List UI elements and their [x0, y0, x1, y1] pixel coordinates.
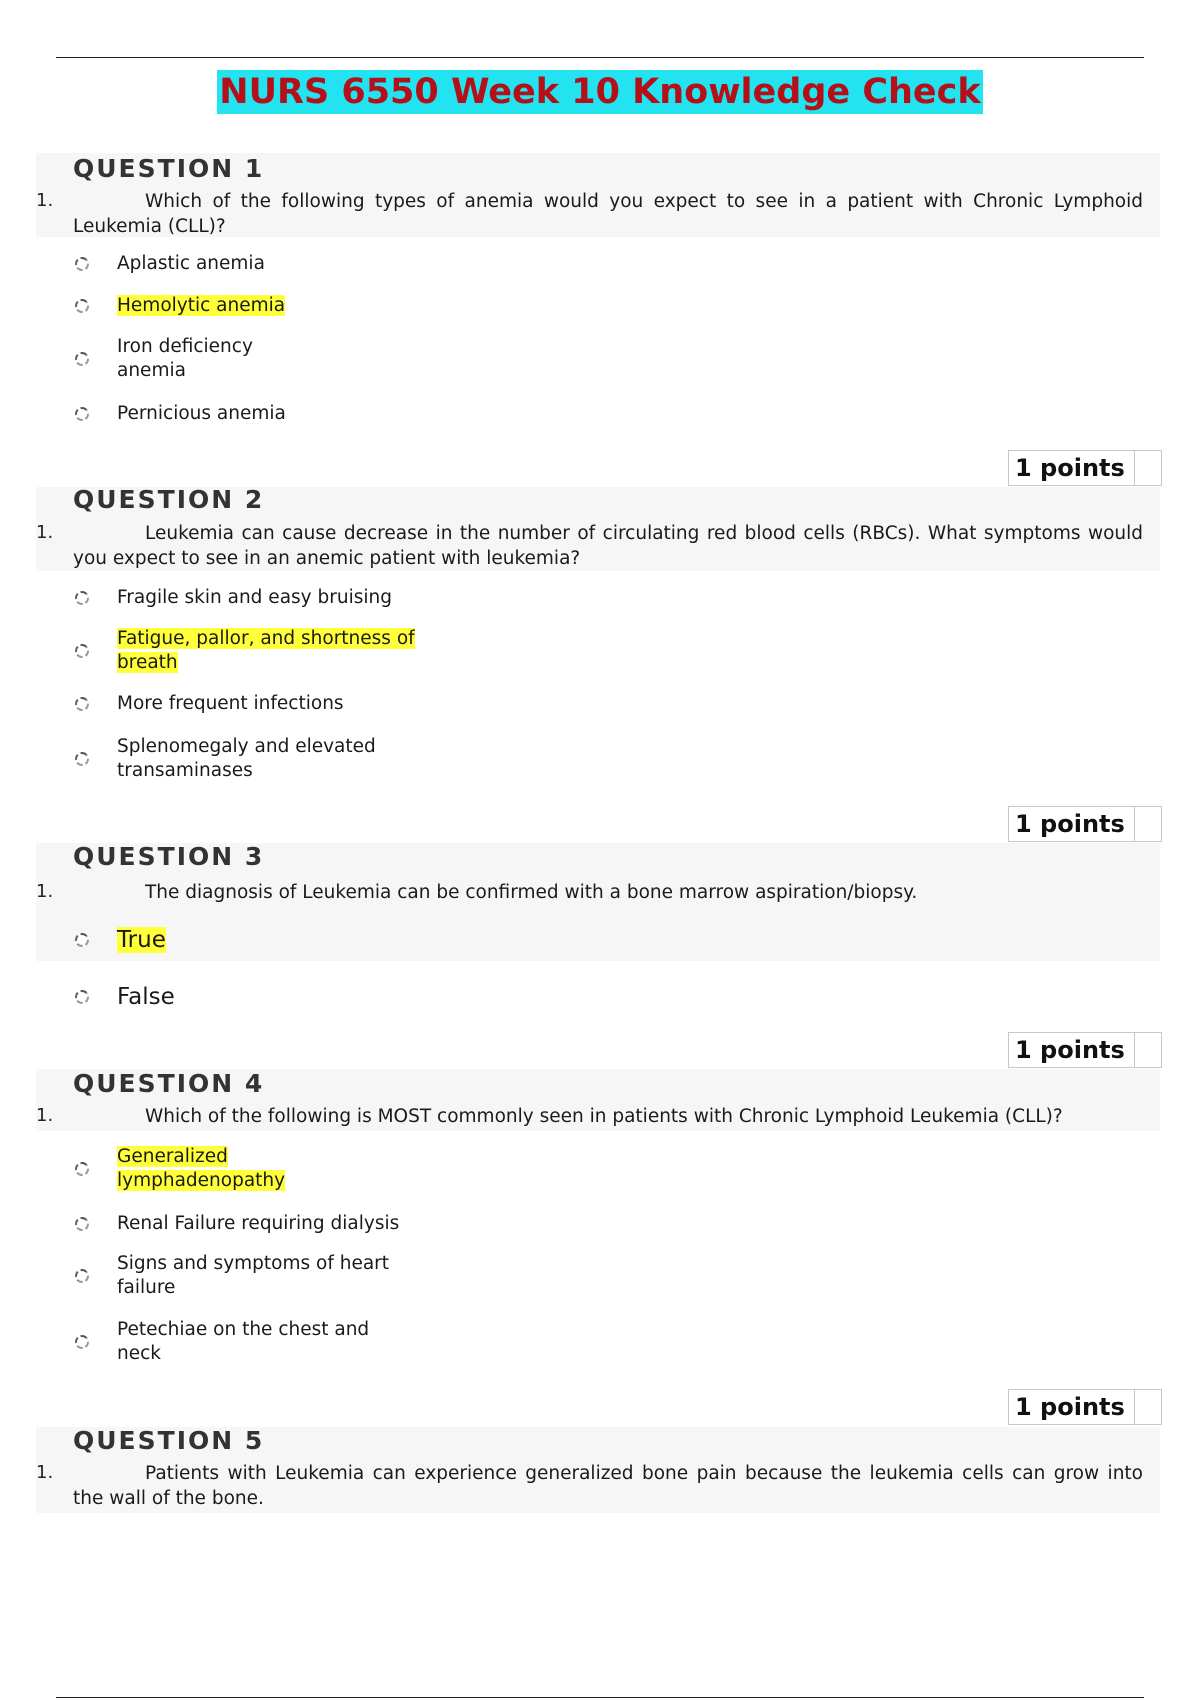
q1-points-box	[1008, 450, 1162, 486]
page-title: NURS 6550 Week 10 Knowledge Check	[219, 72, 981, 112]
question-5-number: 1.	[36, 1462, 54, 1483]
q2-option-splenomegaly[interactable]: Splenomegaly and elevated transaminases	[75, 735, 376, 783]
q4-option-heart-failure[interactable]: Signs and symptoms of heart failure	[75, 1252, 389, 1300]
radio-button[interactable]	[75, 990, 89, 1004]
points-label: 1 points	[1015, 810, 1125, 838]
q1-option-iron-deficiency[interactable]: Iron deficiency anemia	[75, 335, 253, 383]
q4-option-petechiae[interactable]: Petechiae on the chest and neck	[75, 1318, 369, 1366]
radio-button[interactable]	[75, 407, 89, 421]
q1-option-hemolytic[interactable]	[75, 294, 285, 318]
radio-button[interactable]	[75, 697, 89, 711]
question-5-heading: QUESTION 5	[73, 1426, 265, 1455]
q4-points-box	[1008, 1389, 1162, 1425]
radio-button[interactable]	[75, 257, 89, 271]
bottom-rule	[56, 1697, 1144, 1698]
radio-button[interactable]	[75, 1162, 89, 1176]
points-input	[1134, 451, 1161, 485]
highlighted-answer: Hemolytic anemia	[117, 295, 286, 316]
q4-option-renal-failure[interactable]: Renal Failure requiring dialysis	[75, 1212, 399, 1236]
points-label: 1 points	[1015, 454, 1125, 482]
q4-option-lymphadenopathy[interactable]: Generalized lymphadenopathy	[75, 1145, 285, 1193]
question-1-number: 1.	[36, 190, 54, 211]
highlighted-answer: Generalized	[117, 1146, 228, 1167]
points-label: 1 points	[1015, 1036, 1125, 1064]
question-4-text: Which of the following is MOST commonly seen in patients with Chronic Lymphoid Leukemia (CLL)?	[145, 1106, 1063, 1127]
q3-option-false[interactable]: False	[75, 983, 175, 1011]
points-input	[1134, 1033, 1161, 1067]
q3-points-box	[1008, 1032, 1162, 1068]
q3-option-true[interactable]	[75, 926, 166, 954]
question-1-heading: QUESTION 1	[73, 154, 265, 183]
points-input	[1134, 1390, 1161, 1424]
question-3-text: The diagnosis of Leukemia can be confirmed with a bone marrow aspiration/biopsy.	[145, 882, 918, 903]
radio-button[interactable]	[75, 1269, 89, 1283]
question-3-heading: QUESTION 3	[73, 842, 265, 871]
question-3-number: 1.	[36, 881, 54, 902]
question-4-number: 1.	[36, 1105, 54, 1126]
question-5-text: Patients with Leukemia can experience generalized bone pain because the leukemia cells can grow into the wall of the bone.	[73, 1463, 1143, 1509]
q2-option-infections[interactable]: More frequent infections	[75, 692, 344, 716]
question-2-text: Leukemia can cause decrease in the number of circulating red blood cells (RBCs). What symptoms would you expect to see in an anemic patient with leukemia?	[73, 523, 1143, 569]
top-rule	[56, 57, 1144, 58]
question-4-heading: QUESTION 4	[73, 1069, 265, 1098]
q1-option-aplastic[interactable]: Aplastic anemia	[75, 252, 265, 276]
question-2-number: 1.	[36, 522, 54, 543]
radio-button[interactable]	[75, 352, 89, 366]
highlighted-answer: True	[117, 927, 166, 953]
q2-points-box	[1008, 806, 1162, 842]
radio-button[interactable]	[75, 644, 89, 658]
question-2-heading: QUESTION 2	[73, 485, 265, 514]
radio-button[interactable]	[75, 1217, 89, 1231]
points-label: 1 points	[1015, 1393, 1125, 1421]
radio-button[interactable]	[75, 933, 89, 947]
points-input	[1134, 807, 1161, 841]
radio-button[interactable]	[75, 1335, 89, 1349]
radio-button[interactable]	[75, 752, 89, 766]
highlighted-answer: Fatigue, pallor, and shortness of	[117, 628, 415, 649]
radio-button[interactable]	[75, 591, 89, 605]
q1-option-pernicious[interactable]: Pernicious anemia	[75, 402, 286, 426]
radio-button[interactable]	[75, 299, 89, 313]
q2-option-fatigue[interactable]: Fatigue, pallor, and shortness of breath	[75, 627, 415, 675]
q2-option-fragile-skin[interactable]: Fragile skin and easy bruising	[75, 586, 392, 610]
question-1-text: Which of the following types of anemia would you expect to see in a patient with Chronic Lymphoid Leukemia (CLL)?	[73, 191, 1143, 237]
